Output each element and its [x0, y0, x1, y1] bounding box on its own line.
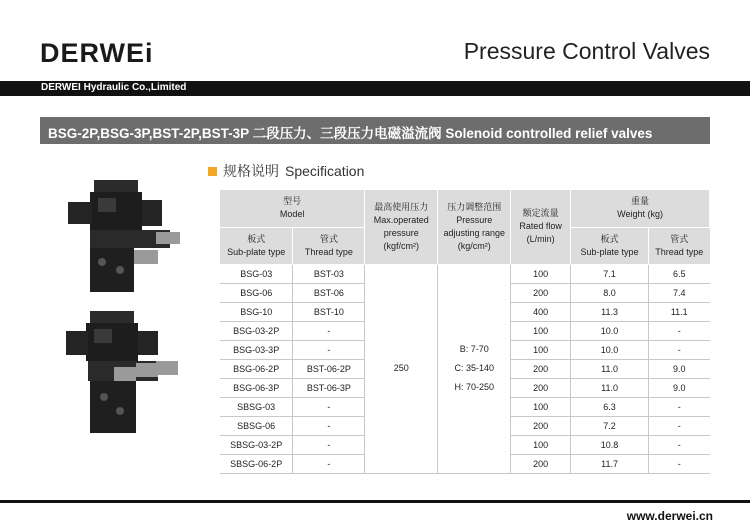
derwei-logo	[40, 38, 154, 69]
thread-model-cell: BST-10	[293, 302, 365, 321]
rated-flow-cell: 100	[511, 397, 571, 416]
weight-subplate-header: 板式 Sub-plate type	[571, 227, 649, 264]
valve-photo-bottom	[60, 305, 190, 440]
rated-flow-cell: 100	[511, 435, 571, 454]
subplate-model-cell: BSG-03-3P	[220, 340, 293, 359]
rated-flow-cell: 200	[511, 454, 571, 473]
subplate-model-cell: SBSG-03-2P	[220, 435, 293, 454]
subplate-model-cell: BSG-06-3P	[220, 378, 293, 397]
weight-subplate-cell: 11.7	[571, 454, 649, 473]
pressure-range-value: C: 35-140	[454, 363, 494, 373]
subplate-model-cell: BSG-03	[220, 264, 293, 283]
thread-model-cell: BST-06-2P	[293, 359, 365, 378]
weight-thread-cell: -	[649, 321, 710, 340]
weight-subplate-cell: 6.3	[571, 397, 649, 416]
model-header: 型号 Model	[220, 190, 365, 227]
thread-model-cell: BST-06-3P	[293, 378, 365, 397]
subplate-model-cell: BSG-03-2P	[220, 321, 293, 340]
thread-type-header: 管式 Thread type	[293, 227, 365, 264]
weight-thread-cell: -	[649, 416, 710, 435]
subplate-model-cell: SBSG-06-2P	[220, 454, 293, 473]
weight-subplate-cell: 10.0	[571, 321, 649, 340]
max-pressure-header: 最高使用压力 Max.operated pressure (kgf/cm²)	[365, 190, 438, 264]
rated-flow-header: 额定流量 Rated flow (L/min)	[511, 190, 571, 264]
logo-text: DERWEi	[40, 38, 154, 68]
thread-model-cell: -	[293, 340, 365, 359]
product-title-bar	[40, 117, 710, 144]
weight-subplate-cell: 8.0	[571, 283, 649, 302]
thread-model-cell: -	[293, 397, 365, 416]
weight-subplate-cell: 7.1	[571, 264, 649, 283]
thread-model-cell: BST-03	[293, 264, 365, 283]
thread-model-cell: -	[293, 454, 365, 473]
footer-url: www.derwei.cn	[626, 509, 713, 523]
weight-thread-cell: 9.0	[649, 359, 710, 378]
bullet-square-icon	[208, 167, 217, 176]
weight-subplate-cell: 7.2	[571, 416, 649, 435]
subplate-model-cell: BSG-06	[220, 283, 293, 302]
thread-model-cell: -	[293, 321, 365, 340]
valve-photo-top	[60, 170, 190, 300]
pressure-range-cell	[438, 264, 511, 473]
spec-heading-zh: 规格说明	[223, 163, 279, 179]
weight-thread-cell: -	[649, 340, 710, 359]
weight-subplate-cell: 10.0	[571, 340, 649, 359]
rated-flow-cell: 200	[511, 283, 571, 302]
thread-model-cell: BST-06	[293, 283, 365, 302]
spec-heading	[208, 161, 364, 181]
max-pressure-cell	[365, 264, 438, 473]
weight-subplate-cell: 11.0	[571, 378, 649, 397]
weight-subplate-cell: 10.8	[571, 435, 649, 454]
pressure-range-header: 压力调整范围 Pressure adjusting range (kg/cm²)	[438, 190, 511, 264]
weight-subplate-cell: 11.0	[571, 359, 649, 378]
company-bar	[0, 81, 750, 96]
weight-thread-cell: 6.5	[649, 264, 710, 283]
company-name: DERWEI Hydraulic Co.,Limited	[41, 82, 187, 93]
max-pressure-value: 250	[393, 363, 409, 373]
table-row	[220, 264, 710, 283]
weight-thread-cell: -	[649, 435, 710, 454]
weight-thread-cell: -	[649, 397, 710, 416]
rated-flow-cell: 100	[511, 321, 571, 340]
weight-thread-cell: 9.0	[649, 378, 710, 397]
page-title: Pressure Control Valves	[463, 38, 710, 64]
product-title: BSG-2P,BSG-3P,BST-2P,BST-3P 二段压力、三段压力电磁溢流阀 Solenoid controlled relief valves	[48, 126, 653, 141]
subplate-model-cell: BSG-10	[220, 302, 293, 321]
rated-flow-cell: 200	[511, 416, 571, 435]
subplate-model-cell: SBSG-03	[220, 397, 293, 416]
rated-flow-cell: 200	[511, 359, 571, 378]
rated-flow-cell: 400	[511, 302, 571, 321]
weight-thread-cell: 11.1	[649, 302, 710, 321]
rated-flow-cell: 200	[511, 378, 571, 397]
subplate-model-cell: BSG-06-2P	[220, 359, 293, 378]
weight-thread-cell: -	[649, 454, 710, 473]
rated-flow-cell: 100	[511, 264, 571, 283]
weight-thread-header: 管式 Thread type	[649, 227, 710, 264]
thread-model-cell: -	[293, 416, 365, 435]
pressure-range-value: H: 70-250	[454, 382, 494, 392]
pressure-range-value: B: 7-70	[459, 344, 489, 354]
weight-subplate-cell: 11.3	[571, 302, 649, 321]
rated-flow-cell: 100	[511, 340, 571, 359]
subplate-model-cell: SBSG-06	[220, 416, 293, 435]
weight-header: 重量 Weight (kg)	[571, 190, 710, 227]
spec-heading-en: Specification	[285, 163, 365, 179]
weight-thread-cell: 7.4	[649, 283, 710, 302]
subplate-type-header: 板式 Sub-plate type	[220, 227, 293, 264]
spec-table	[220, 190, 710, 474]
thread-model-cell: -	[293, 435, 365, 454]
footer-divider	[0, 500, 750, 503]
